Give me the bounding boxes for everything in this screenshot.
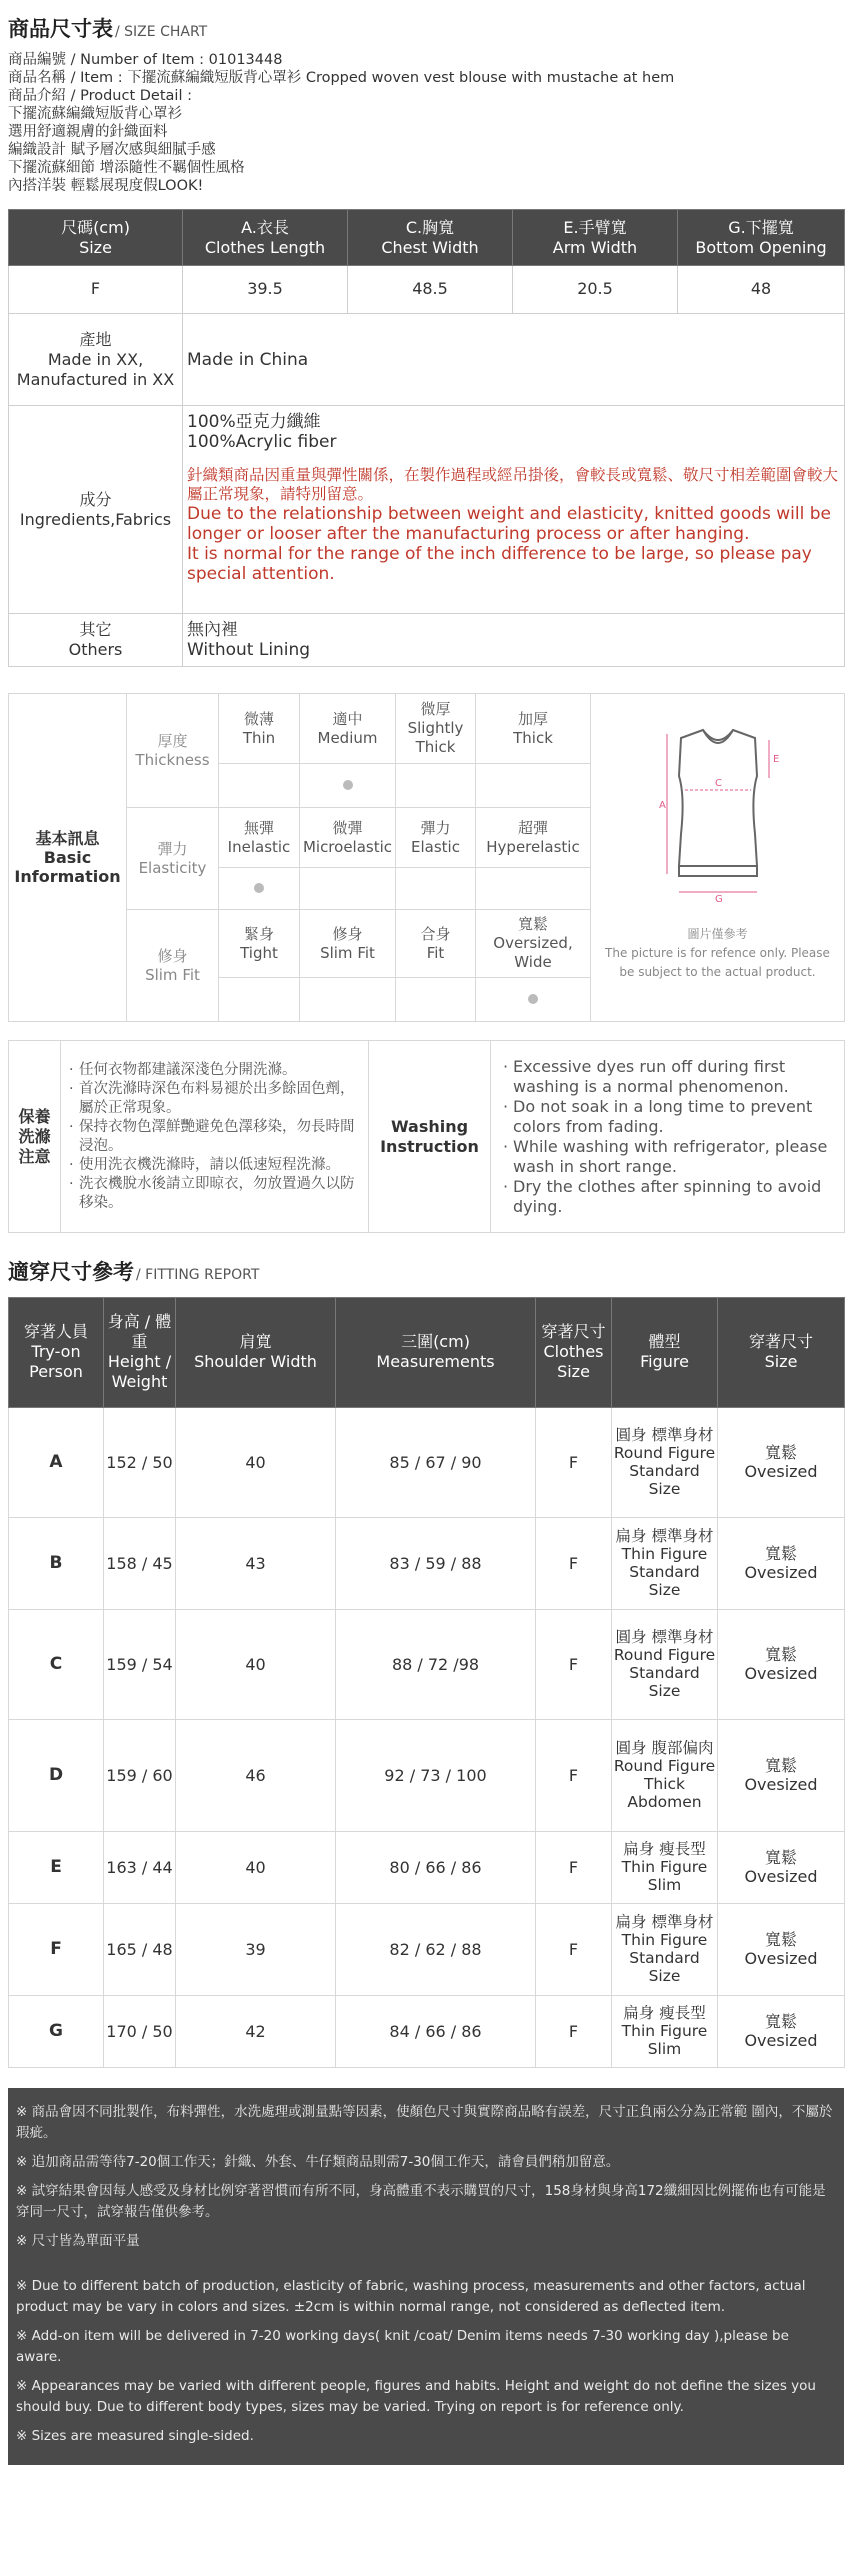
clothes-size-cell: F — [536, 1517, 612, 1609]
clothes-size-cell: F — [536, 1407, 612, 1517]
washing-list-en — [491, 1041, 845, 1233]
fitting-header-cell: 穿著人員 Try-on Person — [9, 1297, 104, 1407]
basic-info-table — [8, 693, 845, 1022]
fitting-subtitle: / FITTING REPORT — [136, 1267, 260, 1284]
person-cell: D — [9, 1719, 104, 1831]
note-cn: ※ 追加商品需等待7-20個工作天；針織、外套、牛仔類商品則需7-30個工作天，請會員們稍加留意。 — [16, 2153, 620, 2170]
person-cell: G — [9, 1995, 104, 2067]
clothes-size-cell: F — [536, 1831, 612, 1903]
size-cell: F — [9, 266, 183, 314]
washing-item: · 首次洗滌時深色布料易褪於出多餘固色劑，屬於正常現象。 — [67, 1080, 362, 1118]
slimfit-marker — [219, 978, 300, 1022]
fitting-heading — [8, 1259, 844, 1286]
ingredients-label: 成分 Ingredients,Fabrics — [9, 406, 183, 614]
fit-size-cell: 寬鬆 Ovesized — [718, 1609, 845, 1719]
fitting-header-cell: 體型 Figure — [612, 1297, 718, 1407]
shoulder-cell: 40 — [176, 1609, 336, 1719]
clothes-size-cell: F — [536, 1719, 612, 1831]
others-value: 無內裡 Without Lining — [183, 614, 845, 667]
note-cn: ※ 試穿結果會因每人感受及身材比例穿著習慣而有所不同，身高體重不表示購買的尺寸，158身材與身高172纖細因比例擺佈也有可能是穿同一尺寸，試穿報告僅供參考。 — [16, 2182, 826, 2220]
figure-cell: 扁身 瘦長型 Thin Figure Slim — [612, 1995, 718, 2067]
size-header-cell: 尺碼(cm) Size — [9, 210, 183, 266]
size-cell: 48 — [678, 266, 845, 314]
washing-list-cn — [61, 1041, 369, 1233]
shoulder-cell: 39 — [176, 1903, 336, 1995]
ingredients-warning-en: Due to the relationship between weight and elasticity, knitted goods will be longer or looser after the manufacturing process or after hanging. — [187, 504, 831, 545]
person-cell: C — [9, 1609, 104, 1719]
slimfit-option: 合身 Fit — [396, 910, 476, 978]
height-weight-cell: 152 / 50 — [104, 1407, 176, 1517]
info-line: 商品介紹 / Product Detail : — [8, 88, 192, 105]
thickness-option: 微薄 Thin — [219, 694, 300, 764]
figure-cell: 扁身 標準身材 Thin Figure Standard Size — [612, 1517, 718, 1609]
elasticity-label: 彈力 Elasticity — [127, 808, 219, 910]
info-line: 內搭洋裝 輕鬆展現度假LOOK! — [8, 178, 204, 195]
figure-cell: 圓身 腹部偏肉 Round Figure Thick Abdomen — [612, 1719, 718, 1831]
size-cell: 48.5 — [348, 266, 513, 314]
measure-a-label: A — [658, 800, 666, 812]
washing-label-en: Washing Instruction — [369, 1041, 491, 1233]
info-line: 下擺流蘇細節 增添隨性不羈個性風格 — [8, 160, 245, 177]
slimfit-option: 緊身 Tight — [219, 910, 300, 978]
measure-g-label: G — [714, 894, 723, 906]
note-cn: ※ 尺寸皆為單面平量 — [16, 2232, 140, 2249]
elasticity-option: 微彈 Microelastic — [300, 808, 396, 868]
fitting-header — [9, 1297, 845, 1407]
ingredients-row — [9, 406, 845, 614]
height-weight-cell: 159 / 54 — [104, 1609, 176, 1719]
size-header-cell: C.胸寬 Chest Width — [348, 210, 513, 266]
garment-diagram — [591, 694, 845, 1022]
product-info — [8, 51, 844, 195]
height-weight-cell: 163 / 44 — [104, 1831, 176, 1903]
washing-item: · 任何衣物都建議深淺色分開洗滌。 — [67, 1061, 362, 1080]
washing-item: · 使用洗衣機洗滌時，請以低速短程洗滌。 — [67, 1156, 362, 1175]
shoulder-cell: 46 — [176, 1719, 336, 1831]
note-en: ※ Appearances may be varied with different people, figures and habits. Height and weight do not define the sizes you should buy. Due to different body types, sizes may be varied. Trying on report is for reference only. — [16, 2377, 816, 2415]
size-cell: 20.5 — [513, 266, 678, 314]
measurements-cell: 85 / 67 / 90 — [336, 1407, 536, 1517]
measurements-cell: 80 / 66 / 86 — [336, 1831, 536, 1903]
elasticity-option: 無彈 Inelastic — [219, 808, 300, 868]
note-cn: ※ 商品會因不同批製作，布料彈性，水洗處理或測量點等因素，使顏色尺寸與實際商品略有誤差，尺寸正負兩公分為正常範 圍內，不屬於瑕疵。 — [16, 2103, 833, 2141]
figure-cell: 圓身 標準身材 Round Figure Standard Size — [612, 1609, 718, 1719]
measure-c-label: C — [714, 778, 722, 790]
fitting-row — [9, 1995, 845, 2067]
ingredients-value: 100%亞克力纖維 100%Acrylic fiber 針織類商品因重量與彈性關係，在製作過程或經吊掛後，會較長或寬鬆、敬尺寸相差範圍會較大屬正常現象，請特別留意。 Due to the relationship between weight and elasticity, knitted goods will be longer or looser after the manufacturing process or after hanging. It is normal for the range of the inch difference to be large, so please pay special attention. — [183, 406, 845, 614]
info-line: 編織設計 賦予層次感與細膩手感 — [8, 142, 216, 159]
info-line: 商品名稱 / Item : 下擺流蘇編織短版背心罩衫 Cropped woven vest blouse with mustache at hem — [8, 70, 675, 87]
note-en: ※ Add-on item will be delivered in 7-20 working days( knit /coat/ Denim items needs 7-30 working day ),please be aware. — [16, 2327, 789, 2365]
note-en: ※ Sizes are measured single-sided. — [16, 2427, 254, 2444]
elasticity-marker — [219, 868, 300, 910]
fitting-row — [9, 1407, 845, 1517]
fitting-table — [8, 1297, 845, 2068]
elasticity-marker — [476, 868, 591, 910]
fitting-row — [9, 1719, 845, 1831]
thickness-option: 適中 Medium — [300, 694, 396, 764]
washing-table — [8, 1040, 845, 1233]
fit-size-cell: 寬鬆 Ovesized — [718, 1831, 845, 1903]
selected-dot-icon — [528, 994, 538, 1004]
notes-panel — [8, 2088, 844, 2465]
origin-label: 產地 Made in XX, Manufactured in XX — [9, 314, 183, 406]
thickness-marker — [300, 764, 396, 808]
fitting-title: 適穿尺寸參考 — [8, 1260, 134, 1285]
height-weight-cell: 170 / 50 — [104, 1995, 176, 2067]
page-subtitle: / SIZE CHART — [115, 24, 208, 40]
washing-item: · While washing with refrigerator, please wash in short range. — [501, 1137, 834, 1177]
origin-row — [9, 314, 845, 406]
info-line: 選用舒適親膚的針織面料 — [8, 124, 168, 141]
fit-size-cell: 寬鬆 Ovesized — [718, 1407, 845, 1517]
clothes-size-cell: F — [536, 1609, 612, 1719]
washing-item: · 保持衣物色澤鮮艷避免色澤移染，勿長時間浸泡。 — [67, 1118, 362, 1156]
slimfit-marker — [476, 978, 591, 1022]
size-header-cell: E.手臂寬 Arm Width — [513, 210, 678, 266]
washing-item: · Dry the clothes after spinning to avoid dying. — [501, 1177, 834, 1217]
others-label: 其它 Others — [9, 614, 183, 667]
shoulder-cell: 40 — [176, 1831, 336, 1903]
size-table-header — [9, 210, 845, 266]
elasticity-option: 超彈 Hyperelastic — [476, 808, 591, 868]
person-cell: E — [9, 1831, 104, 1903]
fit-size-cell: 寬鬆 Ovesized — [718, 1903, 845, 1995]
measurements-cell: 83 / 59 / 88 — [336, 1517, 536, 1609]
clothes-size-cell: F — [536, 1903, 612, 1995]
fit-size-cell: 寬鬆 Ovesized — [718, 1517, 845, 1609]
vest-outline — [679, 730, 757, 866]
fitting-header-cell: 身高 / 體重 Height / Weight — [104, 1297, 176, 1407]
fitting-row — [9, 1831, 845, 1903]
height-weight-cell: 165 / 48 — [104, 1903, 176, 1995]
vest-diagram-icon — [633, 716, 803, 916]
measurements-cell: 92 / 73 / 100 — [336, 1719, 536, 1831]
info-line: 商品編號 / Number of Item : 01013448 — [8, 52, 283, 69]
fit-size-cell: 寬鬆 Ovesized — [718, 1719, 845, 1831]
diagram-caption: 圖片僅參考 The picture is for refence only. Please be subject to the actual product. — [605, 927, 830, 980]
fit-size-cell: 寬鬆 Ovesized — [718, 1995, 845, 2067]
slimfit-marker — [300, 978, 396, 1022]
person-cell: B — [9, 1517, 104, 1609]
fitting-header-cell: 穿著尺寸 Clothes Size — [536, 1297, 612, 1407]
fitting-header-cell: 肩寬 Shoulder Width — [176, 1297, 336, 1407]
height-weight-cell: 159 / 60 — [104, 1719, 176, 1831]
slimfit-option: 寬鬆 Oversized, Wide — [476, 910, 591, 978]
selected-dot-icon — [254, 883, 264, 893]
fitting-row — [9, 1903, 845, 1995]
note-en: ※ Due to different batch of production, elasticity of fabric, washing process, measurements and other factors, actual product may be vary in colors and sizes. ±2cm is within normal range, not considered as deflected item. — [16, 2277, 806, 2315]
size-row — [9, 266, 845, 314]
thickness-option: 微厚 Slightly Thick — [396, 694, 476, 764]
height-weight-cell: 158 / 45 — [104, 1517, 176, 1609]
measurements-cell: 82 / 62 / 88 — [336, 1903, 536, 1995]
slimfit-marker — [396, 978, 476, 1022]
washing-item: · 洗衣機脫水後請立即晾衣，勿放置過久以防移染。 — [67, 1175, 362, 1213]
washing-item: · Excessive dyes run off during first washing is a normal phenomenon. — [501, 1057, 834, 1097]
others-row — [9, 614, 845, 667]
figure-cell: 扁身 瘦長型 Thin Figure Slim — [612, 1831, 718, 1903]
person-cell: F — [9, 1903, 104, 1995]
selected-dot-icon — [343, 780, 353, 790]
size-chart-heading — [8, 0, 844, 43]
size-header-cell: A.衣長 Clothes Length — [183, 210, 348, 266]
washing-item: · Do not soak in a long time to prevent colors from fading. — [501, 1097, 834, 1137]
basic-info-label: 基本訊息 Basic Information — [9, 694, 127, 1022]
person-cell: A — [9, 1407, 104, 1517]
fitting-row — [9, 1609, 845, 1719]
thickness-marker — [476, 764, 591, 808]
measure-e-label: E — [772, 754, 779, 766]
ingredients-warning-cn: 針織類商品因重量與彈性關係，在製作過程或經吊掛後，會較長或寬鬆、敬尺寸相差範圍會較大屬正常現象，請特別留意。 — [187, 466, 839, 504]
elasticity-marker — [396, 868, 476, 910]
thickness-label: 厚度 Thickness — [127, 694, 219, 808]
info-line: 下擺流蘇編織短版背心罩衫 — [8, 106, 182, 123]
shoulder-cell: 43 — [176, 1517, 336, 1609]
size-table — [8, 209, 845, 667]
shoulder-cell: 40 — [176, 1407, 336, 1517]
size-header-cell: G.下擺寬 Bottom Opening — [678, 210, 845, 266]
elasticity-marker — [300, 868, 396, 910]
page-title: 商品尺寸表 — [8, 17, 113, 41]
elasticity-option: 彈力 Elastic — [396, 808, 476, 868]
washing-label-cn: 保養洗滌注意 — [9, 1041, 61, 1233]
fitting-row — [9, 1517, 845, 1609]
fitting-header-cell: 穿著尺寸 Size — [718, 1297, 845, 1407]
vest-hem — [679, 866, 757, 876]
thickness-marker — [396, 764, 476, 808]
clothes-size-cell: F — [536, 1995, 612, 2067]
slimfit-option: 修身 Slim Fit — [300, 910, 396, 978]
fitting-header-cell: 三圍(cm) Measurements — [336, 1297, 536, 1407]
measurements-cell: 84 / 66 / 86 — [336, 1995, 536, 2067]
figure-cell: 圓身 標準身材 Round Figure Standard Size — [612, 1407, 718, 1517]
ingredients-warning-en: It is normal for the range of the inch difference to be large, so please pay special attention. — [187, 544, 812, 585]
thickness-option: 加厚 Thick — [476, 694, 591, 764]
origin-value: Made in China — [183, 314, 845, 406]
size-cell: 39.5 — [183, 266, 348, 314]
shoulder-cell: 42 — [176, 1995, 336, 2067]
slimfit-label: 修身 Slim Fit — [127, 910, 219, 1022]
figure-cell: 扁身 標準身材 Thin Figure Standard Size — [612, 1903, 718, 1995]
measurements-cell: 88 / 72 /98 — [336, 1609, 536, 1719]
thickness-marker — [219, 764, 300, 808]
